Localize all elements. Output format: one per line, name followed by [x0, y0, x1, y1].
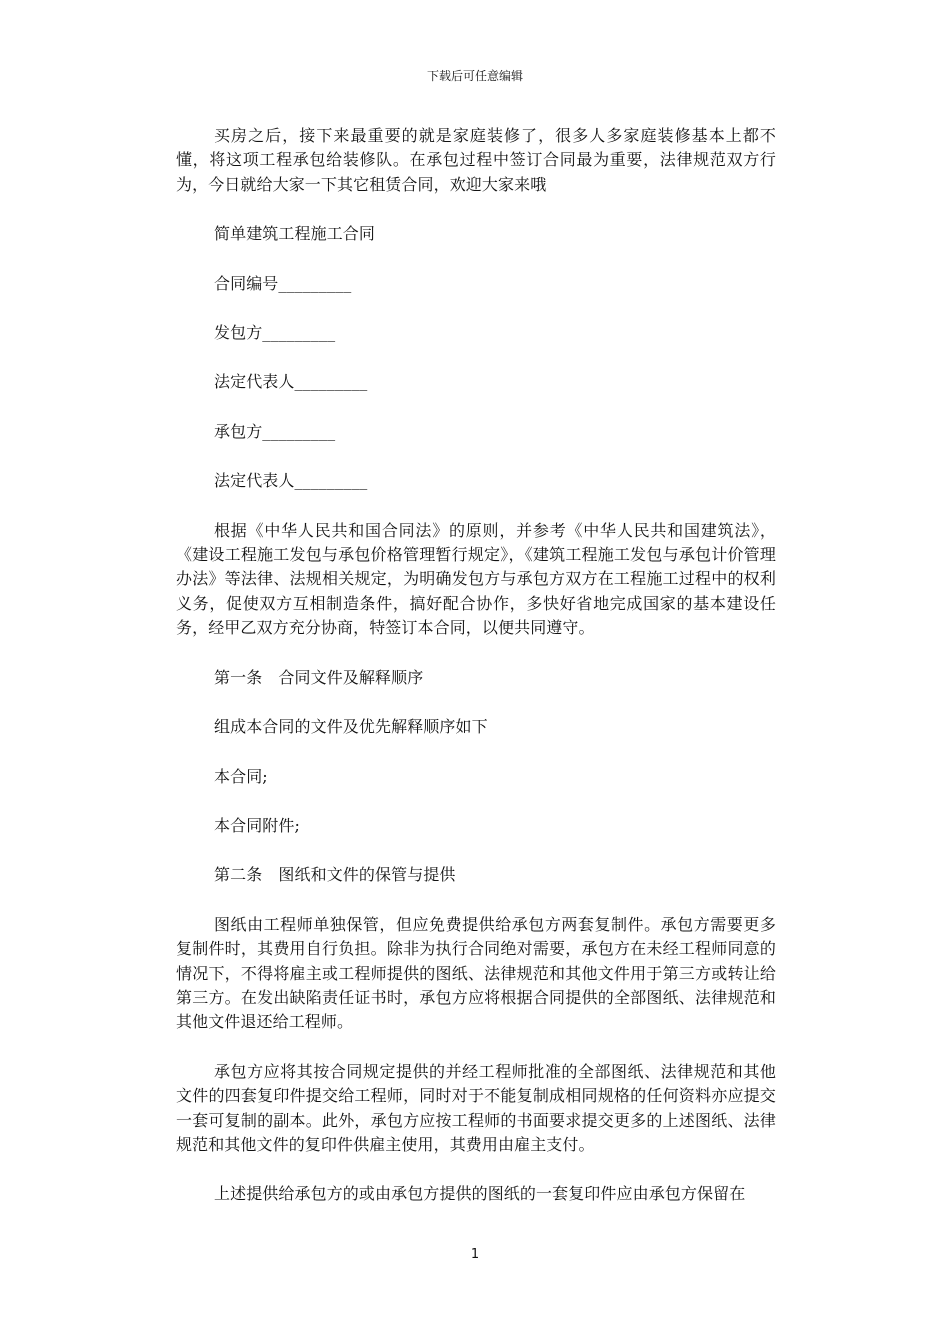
document-body	[176, 124, 776, 1232]
article-2-heading: 第二条 图纸和文件的保管与提供	[214, 865, 456, 885]
page-header: 下载后可任意编辑	[426, 69, 523, 83]
contract-title: 简单建筑工程施工合同	[214, 224, 376, 244]
contract-number-line: 合同编号_________	[214, 273, 352, 293]
article-1-item-1: 本合同;	[214, 766, 268, 786]
article-1-heading: 第一条 合同文件及解释顺序	[214, 667, 424, 687]
article-1-item-2: 本合同附件;	[214, 815, 300, 835]
article-2-paragraph-3: 上述提供给承包方的或由承包方提供的图纸的一套复印件应由承包方保留在	[214, 1184, 746, 1204]
employer-representative-line: 法定代表人_________	[214, 372, 368, 392]
preamble-paragraph: 根据《中华人民共和国合同法》的原则，并参考《中华人民共和国建筑法》，《建设工程施工发包与承包价格管理暂行规定》，《建筑工程施工发包与承包计价管理办法》等法律、法规相关规定，为明确发包方与承包方双方在工程施工过程中的权利义务，促使双方互相制造条件，搞好配合协作，多快好省地完成国家的基本建设任务，经甲乙双方充分协商，特签订本合同，以便共同遵守。	[176, 520, 776, 638]
page-number: 1	[470, 1247, 480, 1262]
article-2-paragraph-2: 承包方应将其按合同规定提供的并经工程师批准的全部图纸、法律规范和其他文件的四套复印件提交给工程师，同时对于不能复制成相同规格的任何资料亦应提交一套可复制的副本。此外，承包方应按工程师的书面要求提交更多的上述图纸、法律规范和其他文件的复印件供雇主使用，其费用由雇主支付。	[176, 1061, 776, 1154]
article-2-paragraph-1: 图纸由工程师单独保管，但应免费提供给承包方两套复制件。承包方需要更多复制件时，其费用自行负担。除非为执行合同绝对需要，承包方在未经工程师同意的情况下，不得将雇主或工程师提供的图纸、法律规范和其他文件用于第三方或转让给第三方。在发出缺陷责任证书时，承包方应将根据合同提供的全部图纸、法律规范和其他文件退还给工程师。	[176, 914, 776, 1032]
contractor-representative-line: 法定代表人_________	[214, 471, 368, 491]
article-1-intro: 组成本合同的文件及优先解释顺序如下	[214, 717, 488, 737]
employer-line: 发包方_________	[214, 323, 336, 343]
intro-paragraph: 买房之后，接下来最重要的就是家庭装修了，很多人多家庭装修基本上都不懂，将这项工程承包给装修队。在承包过程中签订合同最为重要，法律规范双方行为，今日就给大家一下其它租赁合同，欢迎大家来哦	[176, 126, 776, 194]
contractor-line: 承包方_________	[214, 421, 336, 441]
